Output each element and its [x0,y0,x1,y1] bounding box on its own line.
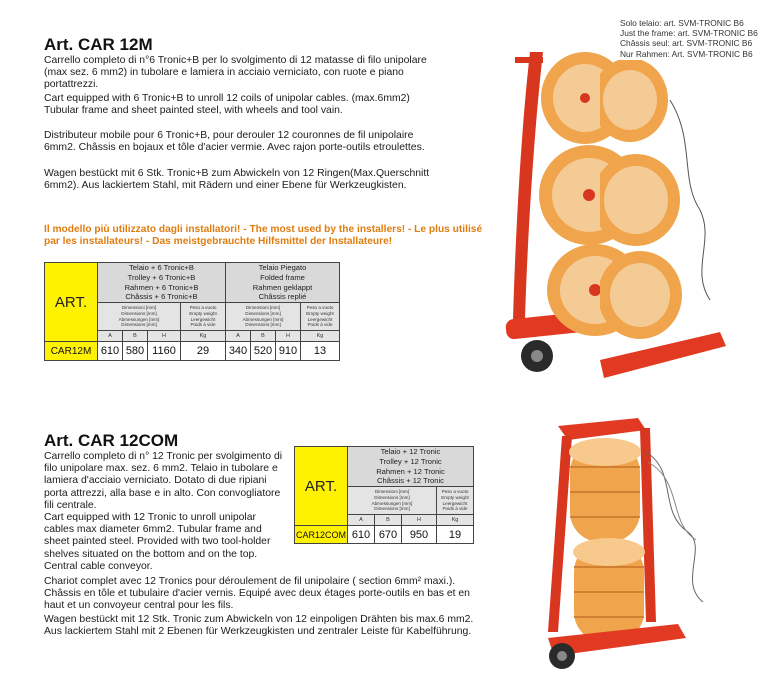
column-label: B [375,515,402,526]
reel-stack-upper [569,438,641,542]
product1-desc-fr: Distributeur mobile pour 6 Tronic+B, pour derouler 12 couronnes de fil unipolaire 6mm2. Châssis en bojaux et tôle d'acier vermie. Avec rajon porte-outils etroulettes. [44,130,425,154]
column-label: B [251,331,276,342]
cart-6-reels-photo-right [600,60,730,390]
frame-only-note [620,18,770,59]
product2-desc-fr: Chariot complet avec 12 Tronics pour déroulement de fil unipolaire ( section 6mm² maxi.). Châssis en tôle et tubulaire d'acier vernis. Equipé avec deux étages porte-outils en bas et en haut et un convoyeur central pour les fils. [44,576,470,612]
cart-12-reels-photo [528,412,728,674]
value-cell: 520 [251,342,276,361]
weight-header: Peso a vuoto Empty weight Leergewicht Poids à vide [301,303,340,331]
article-code: CAR12COM [295,526,348,544]
value-cell: 1160 [148,342,181,361]
product2-title: Art. CAR 12COM [44,431,179,450]
frame-note-line: Just the frame: art. SVM-TRONIC B6 [620,28,758,39]
art-header-cell: ART. [295,447,348,526]
product1-spec-table [44,262,340,361]
configuration-header: Telaio + 12 Tronic Trolley + 12 Tronic Rahmen + 12 Tronic Châssis + 12 Tronic [348,447,474,487]
value-cell: 13 [301,342,340,361]
product1-highlight: Il modello più utilizzato dagli installatori! - The most used by the installers! - Le plus utilisé par les installateurs! - Das meistgebrauchte Hilfsmittel der Installateure! [44,224,483,248]
value-cell: 340 [226,342,251,361]
folded-frame-header: Telaio Piegato Folded frame Rahmen geklappt Châssis replié [226,263,340,303]
product1-desc-de: Wagen bestückt mit 6 Stk. Tronic+B zum Abwickeln von 12 Ringen(Max.Querschnitt 6mm2). Aus lackiertem Stahl, mit Rädern und einer Ebene für Werkzeugkisten. [44,168,430,192]
product2-desc-en: Cart equipped with 12 Tronic to unroll unipolar cables max diameter 6mm2. Tubular frame and sheet painted steel. Provided with two tool-holder shelves situated on the bottom and on the top. Central cable conveyor. [44,512,271,572]
dimensions-header: Dimensioni [mm] Dimensions [mm] Abmessungen [mm] Dimensions [mm] [226,303,301,331]
value-cell: 610 [98,342,123,361]
reel-stack-lower [573,538,645,642]
weight-header: Peso a vuoto Empty weight Leergewicht Poids à vide [181,303,226,331]
product2-spec-table [294,446,474,544]
product1-desc-it: Carrello completo di n°6 Tronic+B per lo svolgimento di 12 matasse di filo unipolare (max sez. 6 mm2) in tubolare e lamiera in acciaio verniciato, con ruote e piano portattrezzi. [44,55,427,91]
value-cell: 950 [402,526,437,544]
column-label: A [98,331,123,342]
column-label: Kg [181,331,226,342]
value-cell: 670 [375,526,402,544]
article-code: CAR12M [45,342,98,361]
value-cell: 580 [123,342,148,361]
weight-header: Peso a vuoto Empty weight Leergewicht Poids à vide [437,487,474,515]
column-label: A [348,515,375,526]
product1-title: Art. CAR 12M [44,35,153,54]
column-label: B [123,331,148,342]
column-label: A [226,331,251,342]
product2-desc-de: Wagen bestückt mit 12 Stk. Tronic zum Abwickeln von 12 einpoligen Drähten bis max.6 mm2. Aus lackiertem Stahl mit 2 Ebenen für Werkzeugkisten und zentraler Leiste für Kabelführung. [44,614,474,638]
frame-note-line: Nur Rahmen: Art. SVM-TRONIC B6 [620,48,753,59]
column-label: Kg [301,331,340,342]
dimensions-header: Dimensioni [mm] Dimensions [mm] Abmessungen [mm] Dimensions [mm] [98,303,181,331]
column-label: Kg [437,515,474,526]
configuration-header: Telaio + 6 Tronic+B Trolley + 6 Tronic+B Rahmen + 6 Tronic+B Châssis + 6 Tronic+B [98,263,226,303]
value-cell: 19 [437,526,474,544]
frame-note-line: Solo telaio: art. SVM-TRONIC B6 [620,18,744,28]
value-cell: 610 [348,526,375,544]
column-label: H [402,515,437,526]
frame-note-line: Châssis seul: art. SVM-TRONIC B6 [620,38,753,49]
product2-desc-it: Carrello completo di n° 12 Tronic per svolgimento di filo unipolare max. sez. 6 mm2. Telaio in tubolare e lamiera d'acciaio verniciato. Dotato di due ripiani porta attrezzi, alla base e in alto. Con convogliatore fili centrale. [44,451,283,511]
product1-desc-en: Cart equipped with 6 Tronic+B to unroll 12 coils of unipolar cables. (max.6mm2) Tubular frame and sheet painted steel, with wheels and tool vain. [44,93,410,117]
column-label: H [276,331,301,342]
dimensions-header: Dimensioni [mm] Dimensions [mm] Abmessungen [mm] Dimensions [mm] [348,487,437,515]
value-cell: 910 [276,342,301,361]
column-label: H [148,331,181,342]
value-cell: 29 [181,342,226,361]
art-header-cell: ART. [45,263,98,342]
